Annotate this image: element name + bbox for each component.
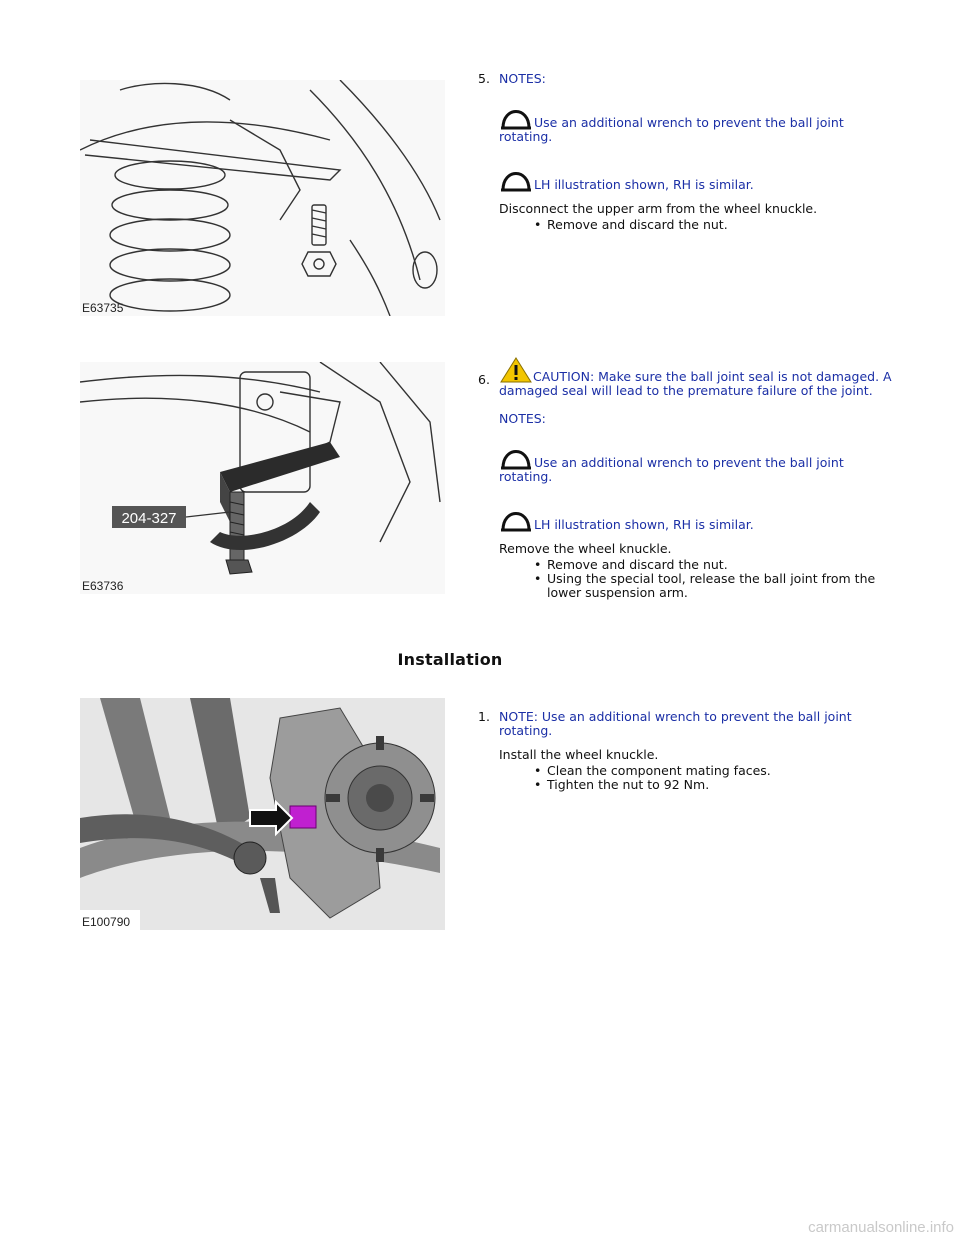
notes-heading: NOTES: xyxy=(499,411,546,426)
instruction: Install the wheel knuckle. xyxy=(499,747,659,762)
section-heading: Installation xyxy=(397,650,503,669)
step-number: 5. xyxy=(478,71,490,86)
install-step-1 xyxy=(478,710,898,792)
watermark: carmanualsonline.info xyxy=(808,1219,954,1236)
notes-heading: NOTES: xyxy=(499,71,546,86)
figure-id: E63736 xyxy=(82,579,124,593)
figure-upper-arm xyxy=(80,80,445,316)
bullet-list xyxy=(499,558,898,600)
bullet-list xyxy=(499,764,898,792)
instruction: Remove the wheel knuckle. xyxy=(499,541,672,556)
bullet-item: • Clean the component mating faces. xyxy=(547,764,898,778)
note-text: Use an additional wrench to prevent the ball joint rotating. xyxy=(499,455,844,484)
note-icon xyxy=(499,102,533,130)
instruction: Disconnect the upper arm from the wheel knuckle. xyxy=(499,201,818,216)
tool-label: 204-327 xyxy=(121,510,177,527)
note-text: NOTE: Use an additional wrench to prevent the ball joint rotating. xyxy=(499,709,852,738)
caution-text: CAUTION: Make sure the ball joint seal is not damaged. A damaged seal will lead to the premature failure of the joint. xyxy=(499,369,892,398)
figure-id: E100790 xyxy=(82,915,131,929)
bullet-list xyxy=(499,218,898,232)
figure-install-knuckle xyxy=(80,698,445,930)
note xyxy=(499,164,898,192)
bullet-item: • Using the special tool, release the ball joint from the lower suspension arm. xyxy=(547,572,898,600)
bullet-item: • Remove and discard the nut. xyxy=(547,218,898,232)
note-icon xyxy=(499,442,533,470)
caution-icon xyxy=(499,356,533,384)
figure-wheel-knuckle-tool xyxy=(80,362,445,594)
note xyxy=(499,504,898,532)
ball-joint-tool-illustration xyxy=(80,362,445,594)
note-icon xyxy=(499,504,533,532)
step-5 xyxy=(478,72,898,232)
note-text: Use an additional wrench to prevent the ball joint rotating. xyxy=(499,115,844,144)
note-text: LH illustration shown, RH is similar. xyxy=(534,177,754,192)
step-number: 1. xyxy=(478,709,490,724)
step-number: 6. xyxy=(478,372,490,387)
caution xyxy=(499,356,898,398)
bullet-item: • Remove and discard the nut. xyxy=(547,558,898,572)
note xyxy=(499,442,898,484)
figure-id: E63735 xyxy=(82,301,124,315)
note-text: LH illustration shown, RH is similar. xyxy=(534,517,754,532)
bullet-item: • Tighten the nut to 92 Nm. xyxy=(547,778,898,792)
upper-arm-illustration xyxy=(80,80,445,316)
note xyxy=(499,102,898,144)
note-icon xyxy=(499,164,533,192)
install-knuckle-illustration xyxy=(80,698,445,930)
step-6 xyxy=(478,356,898,600)
